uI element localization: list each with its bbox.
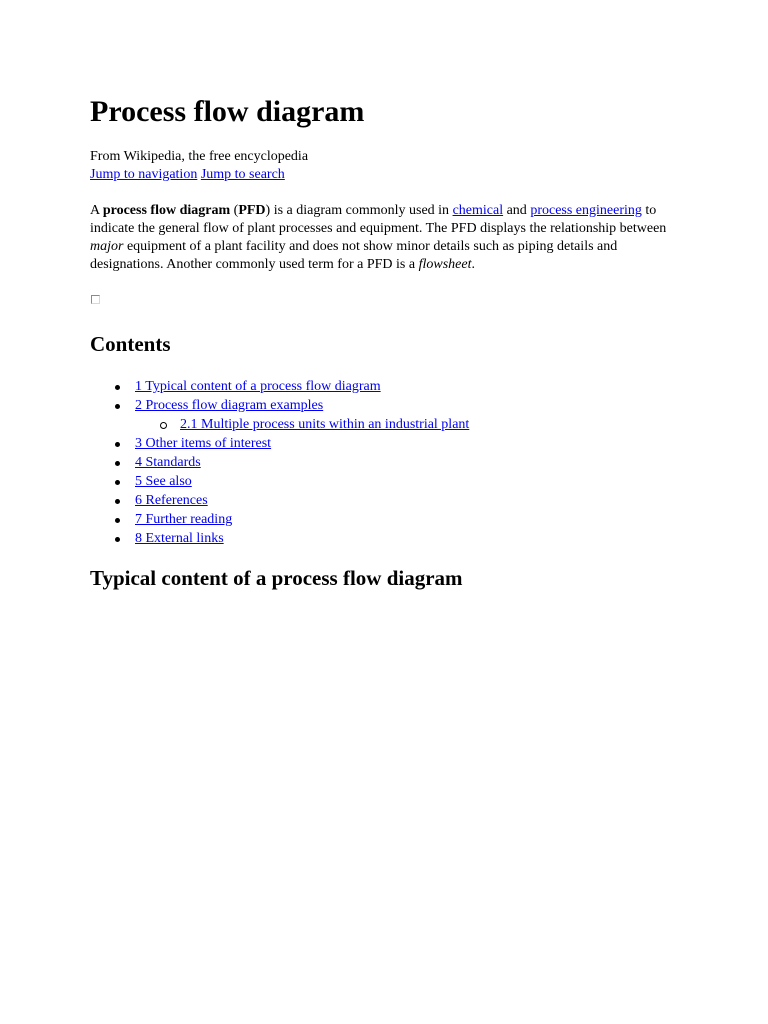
bullet-icon — [115, 518, 120, 523]
toc-item — [90, 377, 469, 396]
toc-subitem — [90, 415, 469, 434]
toc-item — [90, 491, 469, 510]
toc-item — [90, 396, 469, 434]
bullet-icon — [115, 499, 120, 504]
bullet-icon — [115, 461, 120, 466]
circle-bullet-icon — [160, 422, 167, 429]
intro-text: to indicate the general flow of plant processes and equipment. The PFD displays the relationship between — [90, 203, 667, 236]
toc-link-further-reading[interactable]: 7 Further reading — [135, 512, 233, 527]
intro-emphasis: major — [90, 239, 124, 254]
toc-item — [90, 472, 469, 491]
chemical-link[interactable]: chemical — [452, 203, 504, 218]
bullet-icon — [115, 537, 120, 542]
toc-link-standards[interactable]: 4 Standards — [135, 455, 201, 470]
jump-to-search-link[interactable]: Jump to search — [200, 167, 285, 182]
bullet-icon — [115, 442, 120, 447]
contents-heading: Contents — [90, 332, 171, 356]
toc-link-multiple-process-units[interactable]: 2.1 Multiple process units within an industrial plant — [180, 417, 470, 432]
intro-text: . — [471, 257, 475, 272]
process-engineering-link[interactable]: process engineering — [530, 203, 642, 218]
tagline: From Wikipedia, the free encyclopedia — [90, 149, 309, 164]
bullet-icon — [115, 480, 120, 485]
page-title: Process flow diagram — [90, 95, 365, 128]
broken-image-icon — [91, 295, 100, 304]
intro-text: ( — [230, 203, 239, 218]
bullet-icon — [115, 385, 120, 390]
toc-link-see-also[interactable]: 5 See also — [135, 474, 192, 489]
intro-emphasis: flowsheet — [418, 257, 472, 272]
jump-to-navigation-link[interactable]: Jump to navigation — [90, 167, 198, 182]
section-heading-typical-content: Typical content of a process flow diagram — [90, 566, 463, 590]
toc-item — [90, 510, 469, 529]
jump-links — [90, 166, 285, 184]
toc-link-references[interactable]: 6 References — [135, 493, 208, 508]
toc-sublist — [135, 415, 469, 434]
intro-text: equipment of a plant facility and does not show minor details such as piping details and designations. Another commonly used term for a PFD is a — [90, 239, 618, 272]
toc-item — [90, 434, 469, 453]
intro-text: ) is a diagram commonly used in — [265, 203, 453, 218]
intro-bold-term: process flow diagram — [102, 203, 231, 218]
toc-item — [90, 529, 469, 548]
bullet-icon — [115, 404, 120, 409]
toc-link-other-items[interactable]: 3 Other items of interest — [135, 436, 272, 451]
table-of-contents — [90, 377, 469, 548]
intro-paragraph — [90, 202, 688, 274]
toc-link-typical-content[interactable]: 1 Typical content of a process flow diagram — [135, 379, 381, 394]
intro-text: A — [90, 203, 103, 218]
toc-link-examples[interactable]: 2 Process flow diagram examples — [135, 398, 324, 413]
intro-bold-abbr: PFD — [238, 203, 266, 218]
intro-text: and — [503, 203, 531, 218]
toc-item — [90, 453, 469, 472]
toc-link-external-links[interactable]: 8 External links — [135, 531, 224, 546]
